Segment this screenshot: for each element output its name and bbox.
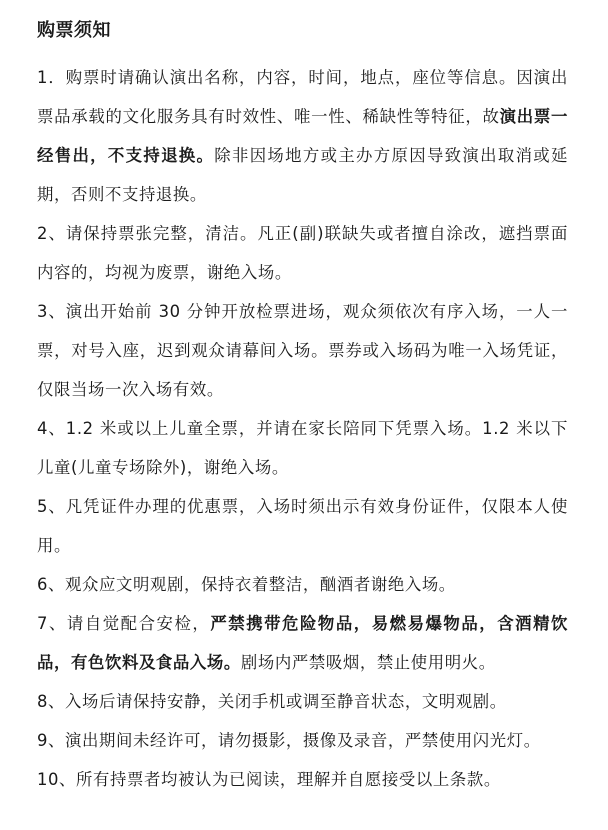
notice-item-8-text: 8、入场后请保持安静，关闭手机或调至静音状态，文明观剧。 — [37, 692, 507, 711]
notice-item-3-text: 3、演出开始前 30 分钟开放检票进场，观众须依次有序入场，一人一票，对号入座，迟到观众请幕间入场。票券或入场码为唯一入场凭证，仅限当场一次入场有效。 — [37, 302, 568, 399]
notice-item-9 — [37, 721, 568, 760]
notice-item-7-text-b: 剧场内严禁吸烟，禁止使用明火。 — [240, 653, 496, 672]
notice-item-1-text-b: 除非因场地方或主办方原因导致演出取消或延期，否则不支持退换。 — [37, 146, 569, 204]
document-title: 购票须知 — [37, 20, 111, 41]
notice-item-2-text: 2、请保持票张完整，清洁。凡正(副)联缺失或者擅自涂改，遮挡票面内容的，均视为废票，谢绝入场。 — [37, 224, 568, 282]
notice-item-6 — [37, 565, 568, 604]
notice-item-6-text: 6、观众应文明观剧，保持衣着整洁，酗酒者谢绝入场。 — [37, 575, 456, 594]
notice-item-7-emphasis: 严禁携带危险物品，易燃易爆物品，含酒精饮品，有色饮料及食品入场。 — [37, 614, 568, 672]
notice-item-4-text: 4、1.2 米或以上儿童全票，并请在家长陪同下凭票入场。1.2 米以下儿童(儿童专场除外)，谢绝入场。 — [37, 419, 568, 477]
notice-item-7-text-a: 7、请自觉配合安检， — [37, 614, 211, 633]
notice-item-7 — [37, 604, 568, 682]
notice-item-5-text: 5、凡凭证件办理的优惠票，入场时须出示有效身份证件，仅限本人使用。 — [37, 497, 568, 555]
notice-item-1-text-a: 1．购票时请确认演出名称，内容，时间，地点，座位等信息。因演出票品承载的文化服务具有时效性、唯一性、稀缺性等特征，故 — [37, 68, 568, 126]
notice-item-9-text: 9、演出期间未经许可，请勿摄影，摄像及录音，严禁使用闪光灯。 — [37, 731, 541, 750]
notice-item-2 — [37, 214, 568, 292]
notice-item-1-emphasis: 演出票一经售出，不支持退换。 — [37, 107, 568, 165]
notice-item-3 — [37, 292, 568, 409]
notice-item-5 — [37, 487, 568, 565]
notice-item-10 — [37, 760, 568, 799]
notice-item-10-text: 10、所有持票者均被认为已阅读，理解并自愿接受以上条款。 — [37, 770, 501, 789]
notice-item-4 — [37, 409, 568, 487]
notice-item-8 — [37, 682, 568, 721]
notice-item-1 — [37, 58, 568, 214]
